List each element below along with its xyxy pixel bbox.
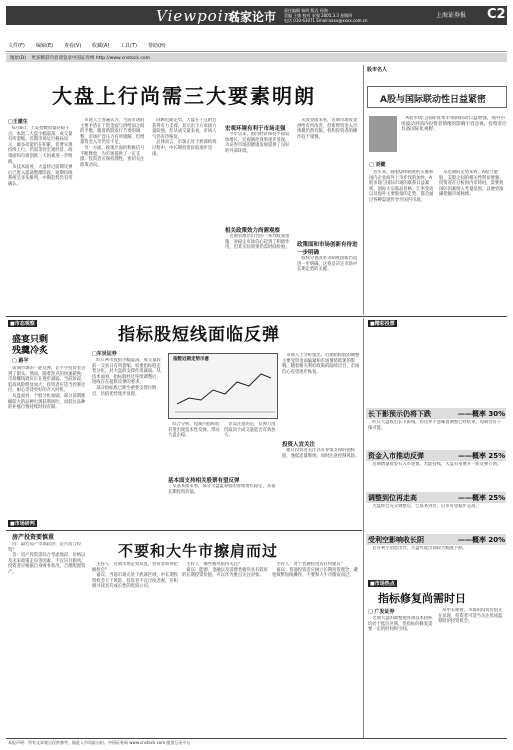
footer-text: 本报声明：所有文章观点仅供参考，据此入市风险自担。中国证券网 www.cnstock.com 提供互动平台 <box>8 740 191 745</box>
bottom-text-col3: 主持人：对于普通投资者有何建议？ 嘉宾：普通投资者应树立长期投资理念，避免频繁短线操作，不要和大牛市擦肩而过。 <box>272 562 358 579</box>
menu-bar <box>6 40 507 52</box>
author-photo <box>369 116 397 152</box>
lead-text-col5: 从资金面来看，近期市场资金供给有所改善，但新增资金入市规模仍然有限。机构投资者的操作趋于谨慎。 <box>297 118 358 140</box>
edition-info: 责任编辑 杨明 版式 孙海 美编 王敏 校对 宋强 2005.3.3 星期四 电话 010-63071 Email:xxxx@xxxx.com.cn <box>284 8 368 23</box>
lead-text-col2: 市场人士普遍认为，当前市场的主要矛盾在于资金面与供给面之间的平衡。随着新股发行节奏的调整，市场扩容压力有所缓解，但增量资金入市仍显不足。 另一方面，政策层面的积极信号不断释放，为市场提供了一定支撑。投资者应保持理性，密切关注政策动向。 <box>80 118 145 168</box>
menu-help[interactable]: 帮助(H) <box>148 43 166 49</box>
vote-item-3 <box>366 492 506 503</box>
lead-text-col4: 今年以来，国内经济保持平稳较快增长，宏观调控效果逐步显现，为证券市场的健康发展提供了良好的外部环境。 <box>225 132 290 154</box>
column2-title-line1: 盛宴只剩 <box>12 335 49 345</box>
section-divider <box>6 316 507 317</box>
lead-subhead-2: 相关政策效力尚需观察 <box>225 228 281 234</box>
menu-tools[interactable]: 工具(T) <box>120 43 137 49</box>
right-column-title: 指标修复尚需时日 <box>378 592 466 605</box>
vote-item-4 <box>366 534 506 545</box>
chart-line <box>177 374 271 404</box>
vote-label-1: 长下影预示仍将下跌 <box>368 410 431 418</box>
vote-pct-2: ——概率 25% <box>458 452 506 460</box>
masthead-bar <box>6 6 507 25</box>
section-title: 名家论市 <box>228 10 277 24</box>
mid-text-col6: 建议投资者关注具有业绩支撑的指标股，逢低适量吸纳，同时注意控制风险。 <box>282 448 360 459</box>
right-column-tag: ■市场热点 <box>370 581 395 587</box>
vote-label-4: 受利空影响收长阴 <box>368 536 424 544</box>
vote-text-3: 大盘经过充分调整后，已基本到位，后市有望稳步走高。 <box>368 504 480 509</box>
vote-item-1 <box>366 408 506 419</box>
column2-tag: ■市态观察 <box>10 321 35 327</box>
vote-text-4: 若有利空消息出台，大盘可能出现较大幅度下跌。 <box>368 546 467 551</box>
right-text-col1: 近期大盘的调整使各项技术指标均处于低位区域，但指标的修复需要一定的时间和空间。 <box>368 616 433 633</box>
mid-text-col3: 但需注意的是，反弹力度仍取决于成交量能否有效放大。 <box>224 422 276 439</box>
menu-view[interactable]: 查看(V) <box>64 43 82 49</box>
column2-byline: □ 路平 <box>12 358 29 364</box>
footer-rule <box>6 738 507 739</box>
mid-text-col4: 从基本面来看，部分大盘蓝筹股的业绩增长稳定，具备长期投资价值。 <box>168 484 276 495</box>
index-chart <box>168 353 278 419</box>
lead-subhead-3: 政策面和市场创新有待进一步明确 <box>297 242 358 256</box>
viewpoint-logo: Viewpoint <box>156 7 242 25</box>
guest-label: 股市名人 <box>367 67 388 73</box>
address-bar[interactable] <box>6 53 507 62</box>
lead-byline: □王建生 <box>8 119 28 125</box>
column2-text: 前期市场的一轮反弹，让不少投资者尝到了甜头。然而，随着热点的快速轮换，市场赚钱效应正在逐步减弱。当前阶段，追高风险明显加大，投资者应适当控制仓位，耐心等待更好的介入时机。 从盘面看，个股分化加剧，部分前期涨幅较大的品种出现获利回吐，而低位品种的补涨行情持续时间有限。 <box>8 366 86 411</box>
vote-pct-1: ——概率 30% <box>458 410 506 418</box>
mid-subhead-1: 基本面支持相关股票有望反弹 <box>168 478 240 484</box>
right-column-byline: □ 广发证券 <box>368 609 395 615</box>
mid-title: 指标股短线面临反弹 <box>118 325 280 345</box>
lead-text-col4b: 近期管理层出台的一系列政策措施，对稳定市场信心起到了积极作用，但其实际效果仍需时间检验。 <box>225 234 290 251</box>
vote-pct-4: ——概率 20% <box>458 536 506 544</box>
lead-text-col1: 6月8日，上证指数放量站稳千点，本周二大盘小幅震荡，成交量有所萎缩。近期市场运行格局显示，做多动能仍在积累，但要实现持续上行，仍需等待宏观经济、政策面和市场创新三大因素进一步明朗。 从技术面看，大盘经过前期反弹后已进入震荡整理阶段，短期均线系统呈多头排列，中期趋势仍有待确认。 <box>8 126 73 187</box>
column-divider <box>363 65 364 315</box>
guest-text-col1: 近年来，随着QFII制度的实施和国内企业海外上市步伐的加快，A股市场与国际市场的联系日益紧密。国际大宗商品价格、汇率变动以及海外主要股指的走势，都会通过各种渠道传导至国内市场。 <box>369 170 434 203</box>
address-url[interactable]: 更多精彩内容请登录中国证券网 http://www.cnstock.com <box>31 56 151 61</box>
address-label: 地址(D) <box>10 56 26 61</box>
bottom-text-col2: 主持人：哪些板块值得关注？ 嘉宾：能源、金融以及消费类板块具有较好的长期投资价值，可以作为重点关注对象。 <box>182 562 268 579</box>
vote-label-3: 调整到位再走高 <box>368 494 417 502</box>
right-text-col2: 从中长期看，市场的投资价值正在显现，投资者可适当关注优质蓝筹股的投资机会。 <box>438 608 503 625</box>
bottom-left-title: 房产投资要慎重 <box>12 534 55 541</box>
bottom-left-text: 问：最近房产市场较热，是否适合投资？ 答：房产投资需综合考虑地段、价格以及未来政策走向等因素，不宜盲目跟风。投资者应根据自身财务状况，合理配置资产。 <box>8 542 86 575</box>
vote-text-2: 近期增量资金有入市迹象，若能持续，大盘有望展开一轮反弹行情。 <box>368 462 502 467</box>
column2-title-line2: 残羹冷炙 <box>12 346 49 356</box>
mid-text-col1: 昨日两市股指小幅震荡，成交量较前一交易日有所萎缩。权重指标股走势分化，对大盘的支撑作用减弱。从技术面看，指标股经过连续调整后，短线存在超跌反弹的要求。 部分指标股已跌至重要支撑位附近，估值优势逐步显现。 <box>92 358 161 397</box>
bottom-text-col1: 主持人：近期市场走势反复，投资者如何把握机会？ 嘉宾：当前市场正处于底部区域，中长期投资机会大于风险。投资者不宜过度悲观，应积极寻找具有成长性的优质公司。 <box>92 562 178 590</box>
right-divider <box>363 318 364 738</box>
bottom-divider <box>6 530 362 531</box>
chart-svg <box>169 354 279 420</box>
lead-title: 大盘上行尚需三大要素明朗 <box>52 84 316 108</box>
bottom-left-tag: ■市场研判 <box>10 521 35 527</box>
lead-text-col5b: 股权分置改革等制度创新仍需进一步明确，这将是决定市场中长期走势的关键。 <box>297 256 358 273</box>
mid-text-col2: 综合分析，短期内指标股有望出现技术性反弹，带动大盘企稳。 <box>168 422 220 439</box>
menu-favorites[interactable]: 收藏(A) <box>92 43 110 49</box>
guest-title: A股与国际联动性日益紧密 <box>380 95 486 105</box>
paper-name: 上海证券报 <box>436 12 467 19</box>
vote-pct-3: ——概率 25% <box>458 494 506 502</box>
page-number: C2 <box>487 7 506 22</box>
mid-subhead-2: 投资人宜关注 <box>282 442 316 448</box>
menu-file[interactable]: 文件(F) <box>8 43 25 49</box>
guest-quote: A股市场与国际资本市场的联动日益增强，海外市场波动对国内投资者情绪的影响不容忽视，投资者应具备国际化视野。 <box>401 116 507 133</box>
lead-subhead-1: 宏观环境有利于市场走强 <box>225 126 286 132</box>
vote-tag: ■精彩投票 <box>370 321 395 327</box>
chart-caption: 指数近期走势示意 <box>173 357 209 362</box>
menu-edit[interactable]: 编辑(E) <box>36 43 54 49</box>
mid-text-col5: 市场人士分析指出，近期指标股的调整主要受资金面偏紧和市场情绪低迷的影响。随着相关利好政策的陆续出台，市场信心有望逐步恢复。 <box>282 353 360 375</box>
guest-column <box>367 66 507 314</box>
vote-label-2: 资金入市推动反弹 <box>368 452 424 460</box>
vote-text-1: 昨日大盘收出长下影线，但这并不意味着调整已经结束，短期仍有下探可能。 <box>368 420 502 431</box>
bottom-title: 不要和大牛市擦肩而过 <box>118 542 279 560</box>
lead-text-col3: 回顾近期走势，大盘在千点附近获得有力支撑，显示出下方承接力量较强。但从成交量来看，市场人气仍有待恢复。 总体而言，市场正处于底部构筑过程中，中长期投资价值逐步显现。 <box>152 118 217 157</box>
mid-byline: □东吴证券 <box>92 351 117 357</box>
vote-item-2 <box>366 450 506 461</box>
guest-text-col2: 从近期的走势来看，A股与港股、美股之间的相关性明显增强。投资者在分析国内市场时，需要将国际因素纳入考量范围，以便更准确把握市场脉搏。 <box>439 170 504 198</box>
guest-byline: □ 刘健 <box>369 162 386 168</box>
